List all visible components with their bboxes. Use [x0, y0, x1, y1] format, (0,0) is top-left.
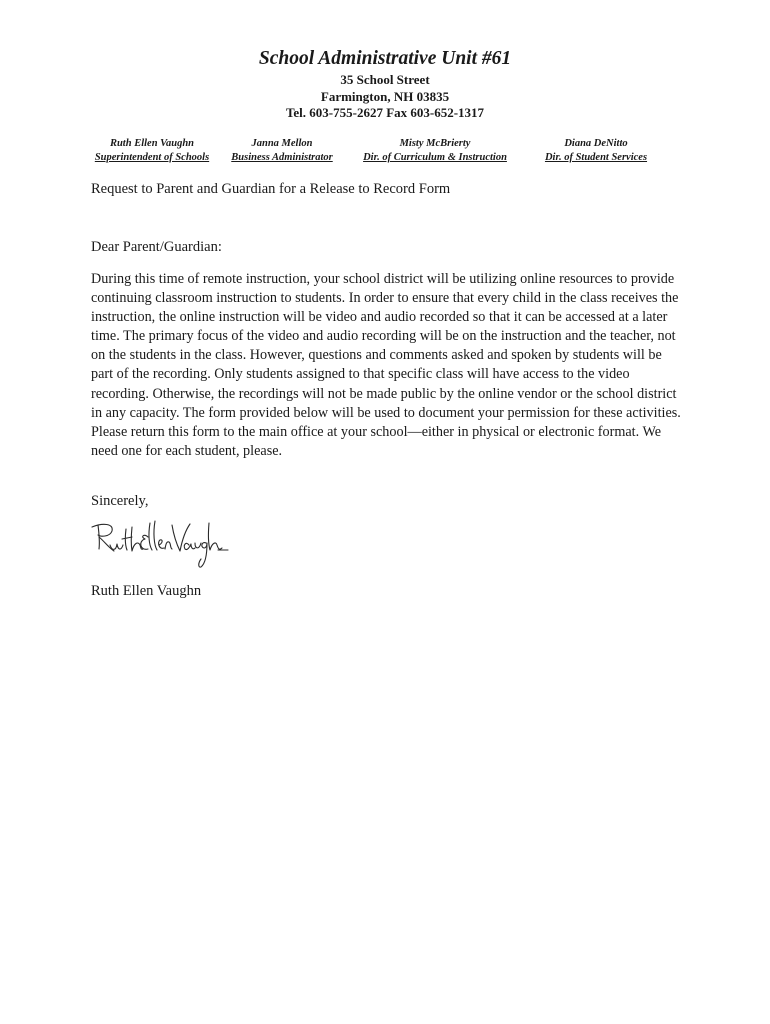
phone-fax: Tel. 603-755-2627 Fax 603-652-1317 [285, 105, 485, 120]
letter-body: During this time of remote instruction, your school district will be utilizing online resources to provide continuing classroom instruction to students. In order to ensure that every child in the class receives the instruction, the online instruction will be video and audio recorded so that it can be accessed at a later time. The primary focus of the video and audio recording will be on the instruction and the teacher, not on the students in the class. However, questions and comments asked and spoken by students will be part of the recording. Only students assigned to that specific class will have access to the video recording. Otherwise, the recordings will not be made public by the online vendor or the school district in any capacity. The form provided below will be used to document your permission for these activities. Please return this form to the main office at your school—either in physical or electronic format. We need one for each student, please. [91, 271, 681, 459]
staff-name: Janna Mellon [251, 138, 313, 149]
staff-role: Business Administrator [231, 151, 333, 163]
signature-image [88, 515, 230, 571]
staff-curriculum-director [355, 137, 515, 164]
form-title: Request to Parent and Guardian for a Release to Record Form [91, 181, 451, 197]
signer-name: Ruth Ellen Vaughn [91, 583, 202, 599]
letterhead [0, 46, 770, 122]
staff-role: Superintendent of Schools [94, 151, 210, 163]
closing: Sincerely, [91, 493, 149, 509]
staff-name: Ruth Ellen Vaughn [109, 138, 195, 149]
salutation: Dear Parent/Guardian: [91, 239, 222, 255]
staff-directory [0, 137, 770, 167]
street-address: 35 School Street [340, 72, 430, 87]
staff-business-administrator [226, 137, 338, 164]
organization-title: School Administrative Unit #61 [258, 48, 512, 69]
staff-role: Dir. of Curriculum & Instruction [363, 151, 507, 163]
staff-role: Dir. of Student Services [544, 151, 648, 163]
city-state-zip: Farmington, NH 03835 [320, 88, 450, 104]
staff-name: Misty McBrierty [399, 138, 471, 149]
staff-student-services-director [538, 137, 654, 164]
staff-name: Diana DeNitto [564, 138, 628, 149]
staff-superintendent [90, 137, 214, 164]
